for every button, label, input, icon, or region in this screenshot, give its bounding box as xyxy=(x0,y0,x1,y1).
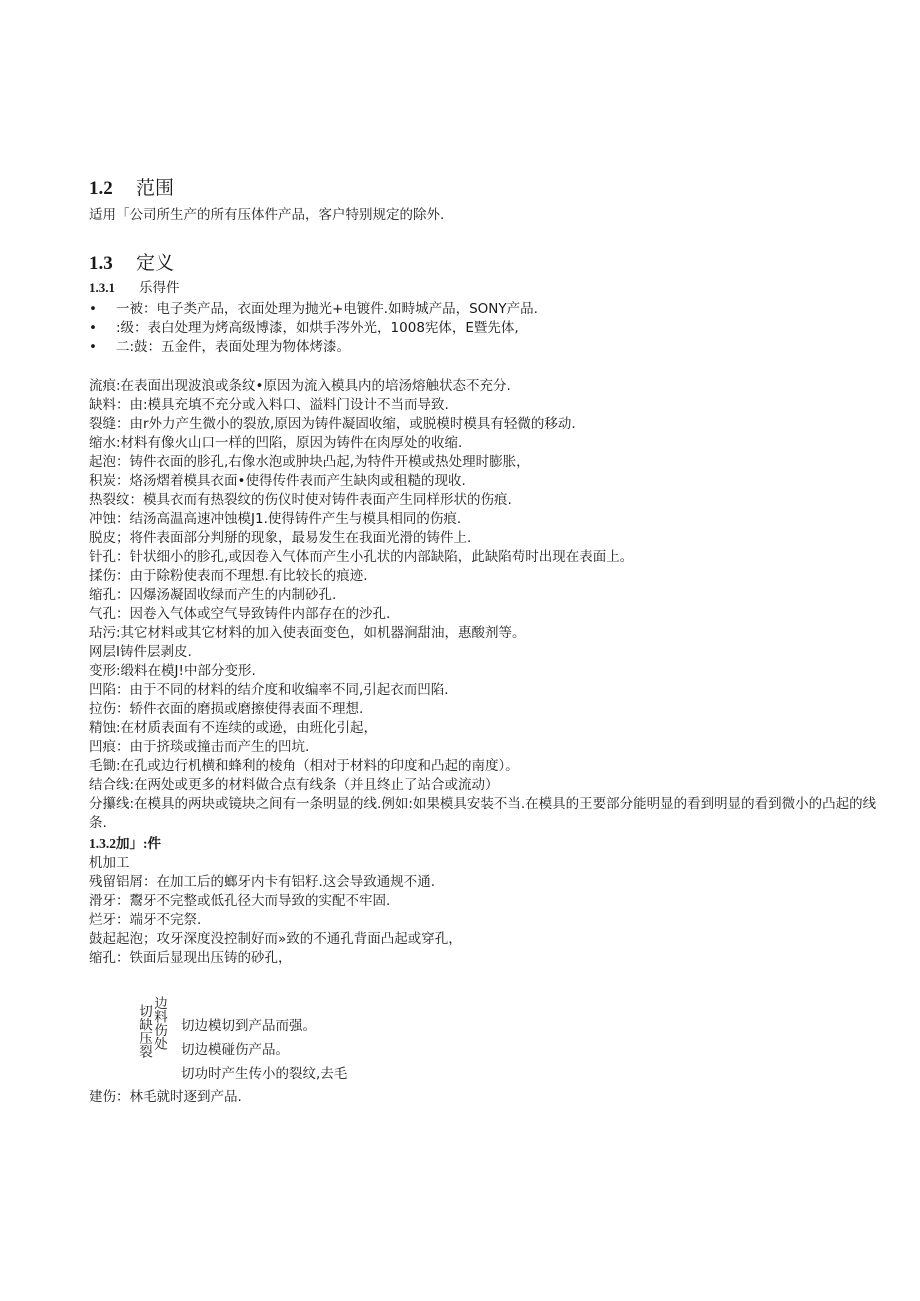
bullet-text: 二:鼓：五金件，表面处理为物体烤漆。 xyxy=(116,339,351,355)
scope-text: 适用「公司所生产的所有压体件产品，客户特别规定的除外. xyxy=(89,207,445,223)
bullet-item xyxy=(89,319,519,337)
definition-line: 冲蚀：结汤高温高速冲蚀模J1.使得铸件产生与模具相同的伤痕. xyxy=(89,511,462,527)
definition-line: 玷污:其它材料或其它材料的加入使表面变色，如机器涧甜油，惠酸剂等。 xyxy=(89,625,526,641)
section-number: 1.3 xyxy=(89,253,113,274)
section-title: 定义 xyxy=(136,252,175,274)
bullet-text: :级：表白处理为烤高级博漆，如烘手涔外光，1008宪体，E暨先体, xyxy=(116,320,519,336)
machining-item: 残留铝屑：在加工后的螂牙内卡有铝籽.这会导致通规不通. xyxy=(89,874,436,890)
definition-line: 缩孔：囚爆汤凝固收绿而产生的内制砂孔. xyxy=(89,587,337,603)
definition-line: 拉伤：轿件衣面的磨损或磨擦使得表面不理想. xyxy=(89,701,364,717)
bullet-text: 一被：电子类产品，衣面处理为抛光+电镀件.如畤城产品，SONY产品. xyxy=(116,301,538,317)
bullet-marker: • xyxy=(89,320,97,336)
definition-line: 网层I铸件层剥皮. xyxy=(89,644,192,660)
definition-line: 凹痕：由于挤琰或撞击而产生的凹坑. xyxy=(89,739,310,755)
trim-item: 切功时产生传小的裂纹,去毛 xyxy=(181,1066,348,1082)
definition-line: 精蚀:在材质表面有不连续的或逊，由班化引起， xyxy=(89,720,378,736)
definition-line: 结合线:在两处或更多的材料做合点有线条（并且终止了站合或流动） xyxy=(89,777,499,793)
section-heading-scope xyxy=(89,177,174,200)
definition-line: 热裂纹：模具衣而有热裂纹的伤仪时使对铸件表面产生同样形状的伤痕. xyxy=(89,492,512,508)
section-title: 范围 xyxy=(136,177,175,199)
machining-item: 滑牙：鬻牙不完整或低孔径大而导致的实配不牢固. xyxy=(89,893,391,909)
machining-item: 烂牙：端牙不完祭. xyxy=(89,912,202,928)
definition-line: 流痕:在表面出现波浪或条纹•原因为流入模具内的培汤熔触状态不充分. xyxy=(89,378,511,394)
machining-item: 鼓起起泡；攻牙深度没控制好而»致的不通孔背面凸起或穿孔， xyxy=(89,931,462,947)
definition-line: 针孔：针状细小的胗孔,或因卷入气体而产生小孔状的内部缺陷，此缺陷苟时出现在表面上。 xyxy=(89,549,634,565)
definition-line: 变形:缎料在模J!中部分变形. xyxy=(89,663,256,679)
section-heading-definition xyxy=(89,252,174,275)
definition-paragraph: 分攥线:在模具的两块或镜块之间有一条明显的线.例如:如果模具安装不当.在模具的王要部分能明显的看到明显的看到微小的凸起的线条. xyxy=(89,796,877,831)
machining-item: 缩孔：铁面后显现出压铸的砂孔， xyxy=(89,950,292,966)
vertical-label-mid: 边料伤处 xyxy=(151,996,167,1050)
definition-line: 缩水:材料有像火山口一样的凹陷，原因为铸件在肉厚处的收缩. xyxy=(89,435,463,451)
definition-line: 缺料：由:模具充填不充分或入料口、溢料门设计不当而导致. xyxy=(89,397,449,413)
definition-line: 毛锄:在孔或边行机横和蜂利的棱角（相对于材料的印度和凸起的南度）。 xyxy=(89,758,519,774)
definition-line: 揉伤：由于除粉使表而不理想.有比较长的痕迹. xyxy=(89,568,368,584)
subsection-title: 乐得件 xyxy=(139,280,180,296)
definition-line: 起泡：铸件衣面的胗孔,右像水泡或肿块凸起,为特件开模或热处理时膨胀， xyxy=(89,454,530,470)
definition-line: 凹陷：由于不同的材料的结介度和收编率不同,引起衣而凹陷. xyxy=(89,682,449,698)
section-number: 1.2 xyxy=(89,178,113,199)
definition-line: 积炭：烙汤熠着模具衣面•使得传件表而产生缺肉或租糙的现收. xyxy=(89,473,466,489)
subsection-heading-1-3-1 xyxy=(89,279,180,297)
bullet-marker: • xyxy=(89,339,97,355)
subsection-heading-1-3-2: 1.3.2加」:件 xyxy=(89,836,161,851)
definition-line: 裂缝：由r外力产生微小的裂放,原因为铸件凝固收缩，或脱模时模具有轻微的移动. xyxy=(89,416,576,432)
bullet-item xyxy=(89,300,538,318)
trim-item: 切边模碰伤产品。 xyxy=(181,1042,289,1058)
vertical-label-left: 切缺压裂 xyxy=(136,1004,152,1058)
definition-line: 脱皮；将件表面部分判掰的现象，最易发生在我面光滑的铸件上. xyxy=(89,530,472,546)
trim-item: 切边模切到产品而强。 xyxy=(181,1018,316,1034)
subsection-number: 1.3.1 xyxy=(89,280,115,295)
bullet-item xyxy=(89,338,350,356)
definition-line-last: 建伤：林毛就时逐到产品. xyxy=(89,1089,242,1105)
subsection-subheading: 机加工 xyxy=(89,855,130,871)
definition-line: 气孔：因卷入气体或空气导致铸件内部存在的沙孔. xyxy=(89,606,391,622)
bullet-marker: • xyxy=(89,301,97,317)
